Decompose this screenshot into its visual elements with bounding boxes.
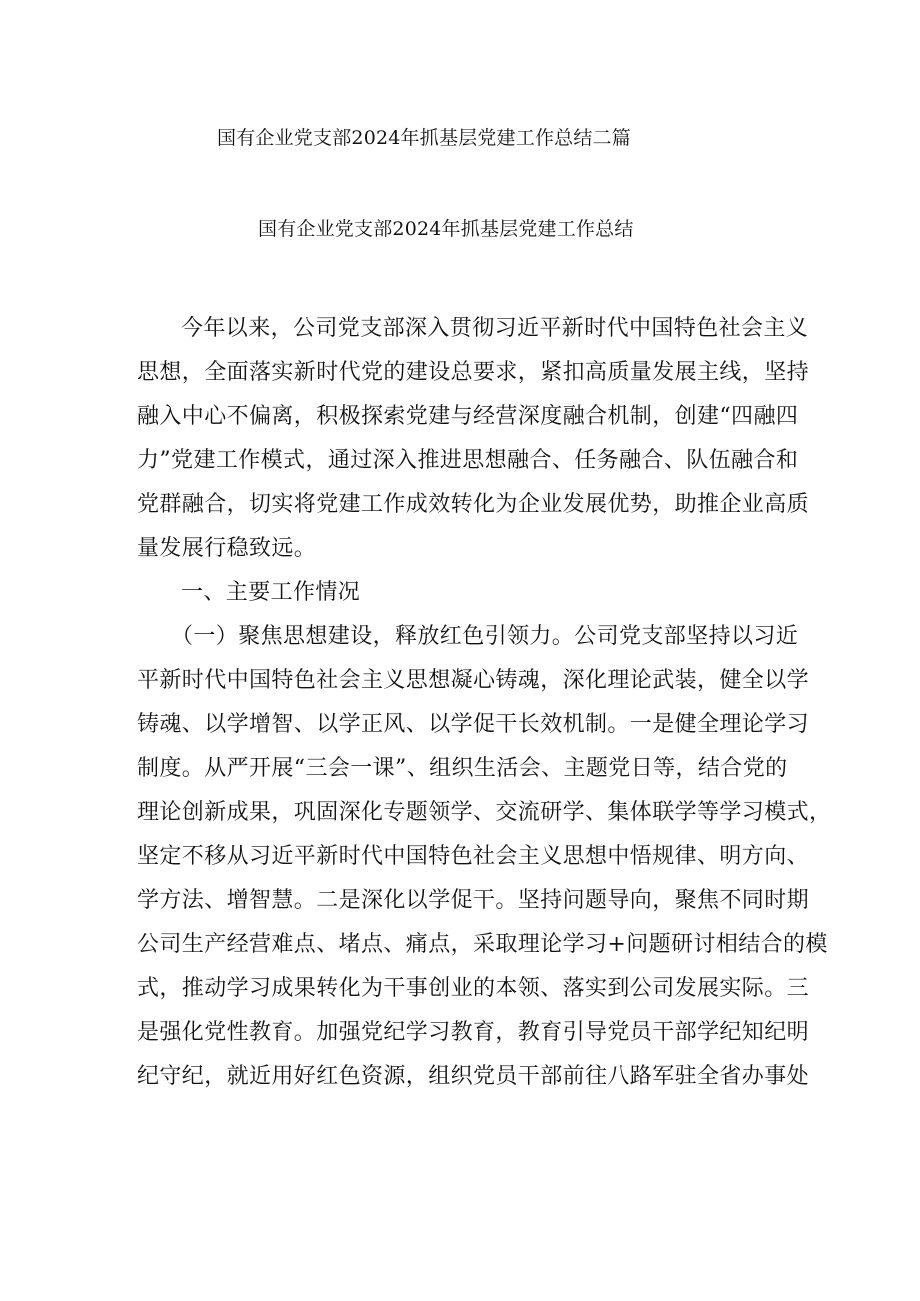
document-subtitle: 国有企业党支部2024年抓基层党建工作总结 [258,218,634,240]
paragraph-line: 公司生产经营难点、堵点、痛点，采取理论学习+问题研讨相结合的模 [137,932,828,957]
document-title: 国有企业党支部2024年抓基层党建工作总结二篇 [217,127,631,149]
paragraph-line: 制度。从严开展“三会一课”、组织生活会、主题党日等，结合党的 [137,756,788,781]
paragraph-line: 学方法、增智慧。二是深化以学促干。坚持问题导向，聚焦不同时期 [137,888,810,913]
paragraph-line: 思想，全面落实新时代党的建设总要求，紧扣高质量发展主线，坚持 [137,360,810,385]
paragraph-line: 今年以来，公司党支部深入贯彻习近平新时代中国特色社会主义 [181,316,809,341]
paragraph-line: 铸魂、以学增智、以学正风、以学促干长效机制。一是健全理论学习 [137,712,810,737]
document-body [137,309,832,1101]
paragraph-line: 力”党建工作模式，通过深入推进思想融合、任务融合、队伍融合和 [137,448,799,473]
paragraph-line: 纪守纪，就近用好红色资源，组织党员干部前往八路军驻全省办事处 [137,1064,810,1089]
paragraph-line: 理论创新成果，巩固深化专题领学、交流研学、集体联学等学习模式， [137,800,832,825]
section-heading: 一、主要工作情况 [181,580,361,605]
paragraph-line: 是强化党性教育。加强党纪学习教育，教育引导党员干部学纪知纪明 [137,1020,810,1045]
paragraph-line: 坚定不移从习近平新时代中国特色社会主义思想中悟规律、明方向、 [137,844,810,869]
paragraph-line: 量发展行稳致远。 [137,536,317,561]
paragraph-line: 党群融合，切实将党建工作成效转化为企业发展优势，助推企业高质 [137,492,810,517]
paragraph-line: 平新时代中国特色社会主义思想凝心铸魂，深化理论武装，健全以学 [137,668,810,693]
paragraph-line: 融入中心不偏离，积极探索党建与经营深度融合机制，创建“四融四 [137,404,799,429]
paragraph-line: 式，推动学习成果转化为干事创业的本领、落实到公司发展实际。三 [137,976,810,1001]
paragraph-line: （一）聚焦思想建设，释放红色引领力。公司党支部坚持以习近 [171,624,799,649]
